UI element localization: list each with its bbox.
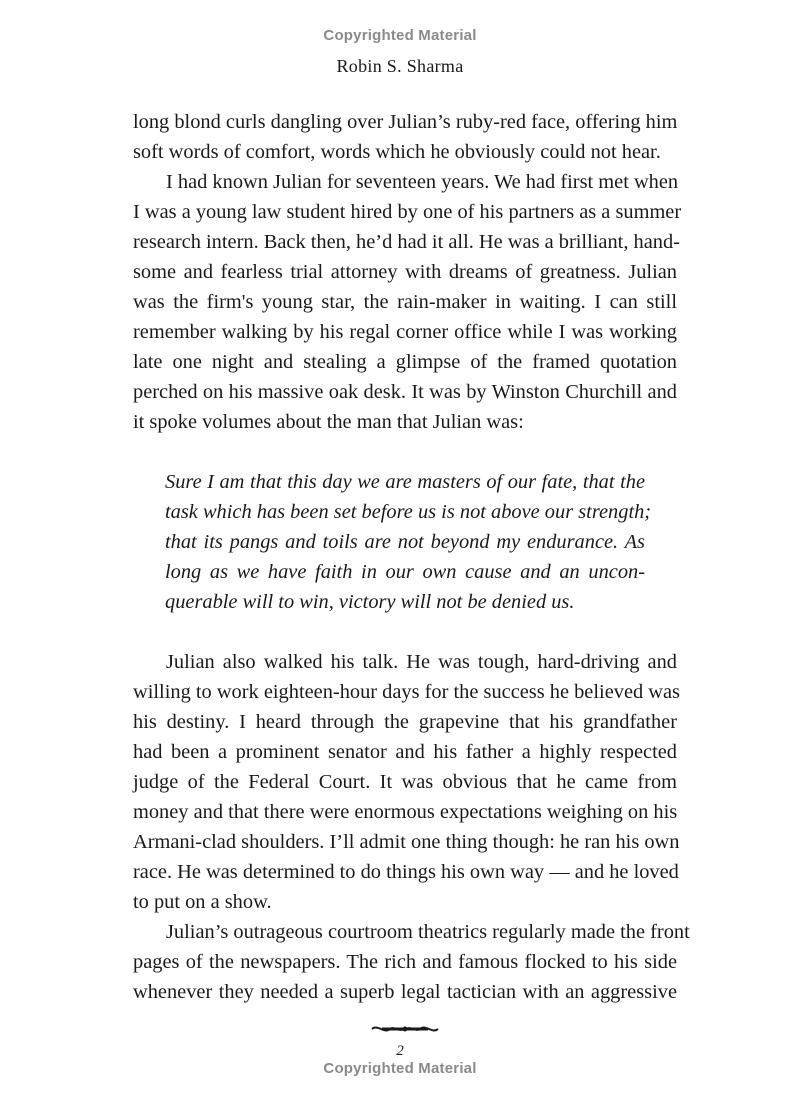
ornament-divider-icon — [370, 1022, 440, 1036]
churchill-quotation — [165, 467, 652, 617]
running-head-author: Robin S. Sharma — [336, 56, 464, 76]
text-line: I was a young law student hired by one of his partners as a summer — [133, 201, 682, 223]
text-line: soft words of comfort, words which he obviously could not hear. — [133, 141, 661, 163]
text-line: whenever they needed a superb legal tactician with an aggressive — [133, 981, 677, 1003]
text-line: Julian also walked his talk. He was tough, hard-driving and — [166, 651, 677, 673]
text-line: Armani-clad shoulders. I’ll admit one thing though: he ran his own — [133, 831, 680, 853]
body-text-block-2 — [133, 647, 690, 1007]
text-line: to put on a show. — [133, 891, 272, 913]
quote-line: Sure I am that this day we are masters of our fate, that the — [165, 471, 645, 493]
text-line: pages of the newspapers. The rich and famous flocked to his side — [133, 951, 677, 973]
text-line: his destiny. I heard through the grapevine that his grandfather — [133, 711, 677, 733]
text-line: money and that there were enormous expectations weighing on his — [133, 801, 678, 823]
page-number: 2 — [396, 1043, 404, 1059]
quote-line: long as we have faith in our own cause and an uncon- — [165, 561, 645, 583]
text-line: long blond curls dangling over Julian’s ruby-red face, offering him — [133, 111, 678, 133]
text-line: late one night and stealing a glimpse of the framed quotation — [133, 351, 677, 373]
text-line: perched on his massive oak desk. It was by Winston Churchill and — [133, 381, 677, 403]
copyright-watermark-top: Copyrighted Material — [323, 27, 477, 44]
text-line: judge of the Federal Court. It was obvious that he came from — [133, 771, 677, 793]
quote-line: that its pangs and toils are not beyond my endurance. As — [165, 531, 645, 553]
text-line: some and fearless trial attorney with dreams of greatness. Julian — [133, 261, 677, 283]
quote-line: querable will to win, victory will not be denied us. — [165, 591, 575, 613]
quote-line: task which has been set before us is not above our strength; — [165, 501, 652, 523]
text-line: willing to work eighteen-hour days for the success he believed was — [133, 681, 680, 703]
text-line: race. He was determined to do things his own way — and he loved — [133, 861, 679, 883]
text-line: research intern. Back then, he’d had it all. He was a brilliant, hand- — [133, 231, 680, 253]
text-line: I had known Julian for seventeen years. We had first met when — [166, 171, 679, 193]
text-line: remember walking by his regal corner office while I was working — [133, 321, 677, 343]
body-text-block-1 — [133, 107, 682, 437]
text-line: was the firm's young star, the rain-maker in waiting. I can still — [133, 291, 677, 313]
text-line: it spoke volumes about the man that Julian was: — [133, 411, 524, 433]
text-line: Julian’s outrageous courtroom theatrics regularly made the front — [166, 921, 690, 943]
copyright-watermark-bottom: Copyrighted Material — [323, 1060, 477, 1077]
text-line: had been a prominent senator and his father a highly respected — [133, 741, 677, 763]
